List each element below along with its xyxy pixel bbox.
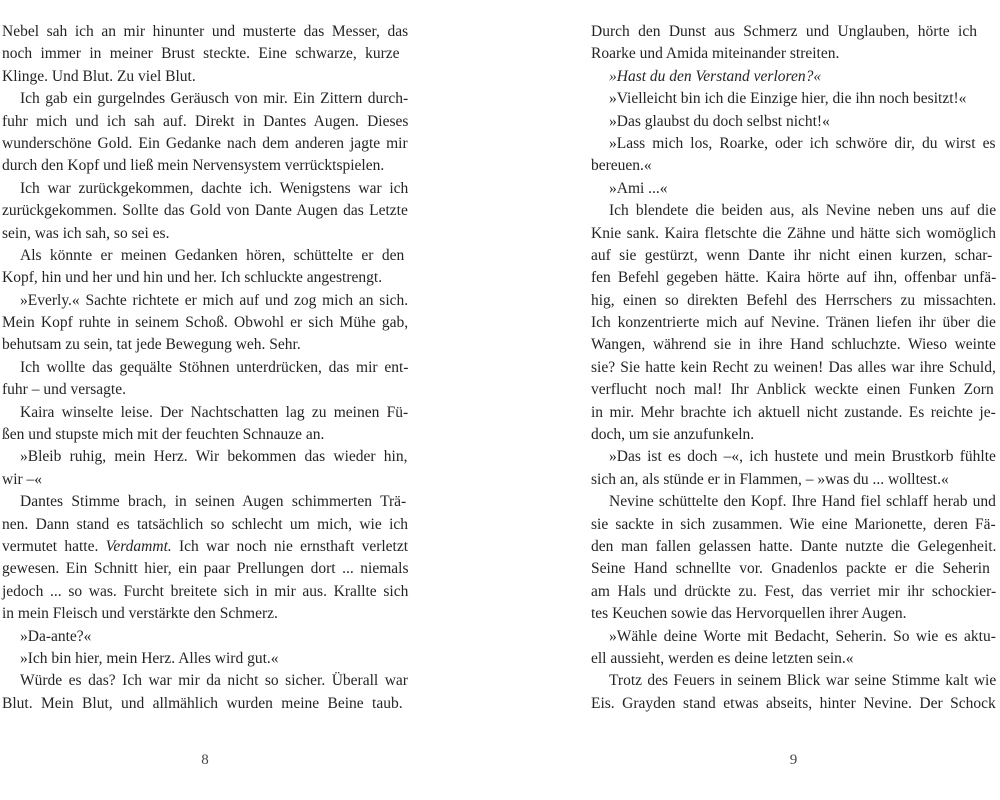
text-line [2,536,408,558]
text-line [2,424,408,446]
text-segment: fuhr – und versagte. [2,381,126,399]
text-line-content [2,469,42,491]
text-line [2,133,408,155]
text-segment: sie sackte in sich zusammen. Wie eine Marionette, deren Fä- [591,515,996,533]
text-segment: fen Befehl gegeben hätte. Kaira hörte auf ihn, offenbar unfä- [591,269,997,287]
text-line [2,379,408,401]
text-line [591,469,996,491]
text-line-content [609,66,821,88]
text-line [2,693,408,715]
text-line-content [591,469,949,491]
text-line [591,111,996,133]
book-page-right [591,21,996,715]
text-line [591,88,996,110]
text-segment: gewesen. Ein Schnitt hier, ein paar Prellungen dort ... niemals [2,560,409,578]
text-segment: Nevine schüttelte den Kopf. Ihre Hand fiel schlaff herab und [609,493,996,511]
text-line [591,514,996,536]
text-segment: Blut. Mein Blut, und allmählich wurden meine Beine taub. [2,694,403,712]
text-line-content [20,88,408,110]
text-line [2,558,408,580]
text-segment: Mein Kopf ruhte in seinem Schoß. Obwohl er sich Mühe gab, [2,314,409,332]
page-number-left: 8 [201,752,209,768]
text-line [591,603,996,625]
text-line-content [609,178,668,200]
text-line-content [2,223,169,245]
text-line-content [2,21,408,43]
text-line [2,21,408,43]
text-segment: Wangen, während sie in ihre Hand schluchzte. Wieso weinte [591,336,996,354]
text-line [2,111,408,133]
text-line-content [2,334,301,356]
text-segment: noch immer in meiner Brust steckte. Eine schwarze, kurze [2,45,400,63]
text-line-content [591,693,996,715]
text-line-content [609,200,996,222]
text-line-content [591,514,996,536]
page-number-right: 9 [789,752,798,768]
text-line [2,312,408,334]
text-line [591,626,996,648]
text-segment: doch, um sie anzufunkeln. [591,426,755,444]
text-segment: »Ami ...« [609,179,668,197]
text-segment: Ich war noch nie ernsthaft verletzt [171,537,409,555]
text-segment: Roarke und Amida miteinander streiten. [591,45,840,63]
text-line-content [2,312,408,334]
text-line-content [2,66,196,88]
text-line [591,223,996,245]
text-line-content [591,648,854,670]
text-line-content [20,670,408,692]
text-segment: behutsam zu sein, tat jede Bewegung weh. Sehr. [2,336,301,354]
text-segment: Ich gab ein gurgelndes Geräusch von mir. Ein Zittern durch- [20,90,409,108]
text-segment: »Vielleicht bin ich die Einzige hier, die ihn noch besitzt!« [609,90,967,108]
text-line [591,290,996,312]
text-line-content [20,626,91,648]
text-line-content [609,670,996,692]
text-segment: durch den Kopf und ließ mein Nervensystem verrücktspielen. [2,157,385,175]
text-line [2,469,408,491]
text-segment: Eis. Grayden stand etwas abseits, hinter Nevine. Der Schock [591,694,996,712]
text-line-content [2,133,408,155]
text-segment: Knie sank. Kaira fletschte die Zähne und hätte sich womöglich [591,224,996,242]
text-line [591,21,996,43]
text-line [591,66,996,88]
text-segment: in mir. Mehr brachte ich aktuell nicht zustande. Es reichte je- [591,403,996,421]
text-segment: hig, einen so direkten Befehl des Herrschers zu missachten. [591,291,997,309]
text-line [591,424,996,446]
book-page-left [2,21,408,715]
text-segment: Trotz des Feuers in seinem Blick war seine Stimme kalt wie [609,672,997,690]
text-line [591,379,996,401]
text-line-content [591,603,907,625]
text-line-content [591,581,996,603]
text-line-content [591,402,996,424]
text-line [2,66,408,88]
text-line-content [591,334,996,356]
text-line [591,178,996,200]
text-segment: jedoch ... so was. Furcht breitete sich in mir aus. Krallte sich [2,582,409,600]
text-segment: Klinge. Und Blut. Zu viel Blut. [2,67,196,85]
text-line [2,670,408,692]
text-segment: »Everly.« Sachte richtete er mich auf und zog mich an sich. [20,291,409,309]
text-segment: bereuen.« [591,157,652,175]
text-segment: auf sie gestürzt, wenn Dante ihr nicht einen kurzen, schar- [591,246,993,264]
text-line [2,43,408,65]
text-line [2,581,408,603]
text-segment: »Das glaubst du doch selbst nicht!« [609,112,830,130]
text-line-content [609,626,996,648]
text-line-content [2,536,408,558]
text-segment: sein, was ich sah, so sei es. [2,224,170,242]
text-line-content [591,21,977,43]
text-line-content [2,43,400,65]
text-line-content [2,514,408,536]
text-line [591,670,996,692]
text-line [2,402,408,424]
text-line-content [2,603,278,625]
text-line [2,267,408,289]
text-segment: Würde es das? Ich war mir da nicht so sicher. Überall war [20,672,408,690]
text-line [591,558,996,580]
text-segment: sich an, als stünde er in Flammen, – »was du ... wolltest.« [591,470,949,488]
text-line-content [591,536,996,558]
text-line-content [609,88,966,110]
text-line-content [20,357,408,379]
text-line [591,581,996,603]
text-line [591,334,996,356]
text-line-content [2,581,408,603]
text-line-content [20,178,408,200]
text-line [591,245,996,267]
text-line [2,200,408,222]
text-line-content [591,357,996,379]
text-line [2,245,408,267]
text-line-content [591,424,754,446]
text-line-content [20,290,408,312]
text-segment: in mein Fleisch und verstärkte den Schmerz. [2,605,278,623]
text-line [591,693,996,715]
text-segment: Durch den Dunst aus Schmerz und Unglauben, hörte ich [591,23,977,40]
text-line-content [20,648,279,670]
text-segment: ßen und stupste mich mit der feuchten Schnauze an. [2,426,325,444]
text-line [591,312,996,334]
text-segment: Seine Hand schnellte vor. Gnadenlos packte er die Seherin [591,560,990,578]
text-segment: wunderschöne Gold. Ein Gedanke nach dem anderen jagte mir [2,134,408,152]
text-line-content [609,491,996,513]
text-segment: Kopf, hin und her und hin und her. Ich schluckte angestrengt. [2,269,383,287]
text-line-content [2,200,408,222]
text-segment: zurückgekommen. Sollte das Gold von Dante Augen das Letzte [2,202,408,220]
text-line-content [591,290,996,312]
text-line-content [2,379,126,401]
text-line [2,357,408,379]
text-segment: Nebel sah ich an mir hinunter und musterte das Messer, das [2,23,409,40]
text-segment: »Wähle deine Worte mit Bedacht, Seherin. So wie es aktu- [609,627,996,645]
text-segment: Ich wollte das gequälte Stöhnen unterdrücken, das mir ent- [20,358,409,376]
text-line [591,491,996,513]
text-line [2,626,408,648]
text-line [591,133,996,155]
italic-text-segment: »Hast du den Verstand verloren?« [609,67,822,85]
text-line [591,200,996,222]
text-line [591,357,996,379]
text-line-content [591,312,996,334]
text-line [591,648,996,670]
text-line-content [2,693,403,715]
text-line-content [609,446,996,468]
text-segment: Als könnte er meinen Gedanken hören, schüttelte er den [20,246,405,264]
text-line-content [591,267,996,289]
text-line-content [609,111,830,133]
text-segment: tes Keuchen sowie das Hervorquellen ihrer Augen. [591,605,907,623]
text-line-content [2,111,408,133]
text-segment: vermutet hatte. [2,537,106,555]
italic-text-segment: Verdammt. [105,537,172,555]
text-line-content [2,155,384,177]
text-line-content [2,424,324,446]
text-segment: verflucht noch mal! Ihr Anblick weckte einen Funken Zorn [591,381,994,399]
text-line [2,491,408,513]
text-line [2,290,408,312]
text-segment: ell aussieht, werden es deine letzten sein.« [591,649,854,667]
text-line [2,223,408,245]
text-line-content [591,155,652,177]
text-line [591,267,996,289]
text-line-content [591,558,990,580]
text-line [2,178,408,200]
text-line [591,155,996,177]
text-segment: Ich blendete die beiden aus, als Nevine neben uns auf die [609,202,997,220]
text-line [2,334,408,356]
text-line-content [20,446,408,468]
text-line-content [609,133,996,155]
text-line [591,446,996,468]
text-segment: am Hals und drückte zu. Fest, das verriet mir ihr schockier- [591,582,997,600]
text-line [2,155,408,177]
text-segment: fuhr mich und ich sah auf. Direkt in Dantes Augen. Dieses [2,112,409,130]
text-line-content [2,558,408,580]
text-line-content [591,43,839,65]
text-segment: Kaira winselte leise. Der Nachtschatten lag zu meinen Fü- [20,403,409,421]
text-line-content [591,245,992,267]
text-line [2,446,408,468]
text-line [2,648,408,670]
text-segment: wir –« [2,470,43,488]
text-line-content [2,267,382,289]
text-segment: Ich konzentrierte mich auf Nevine. Tränen liefen ihr über die [591,314,996,332]
text-line [2,603,408,625]
text-segment: »Da-ante?« [20,627,92,645]
text-line-content [20,245,404,267]
text-line-content [591,223,996,245]
text-line [2,88,408,110]
text-segment: den man fallen gelassen hatte. Dante nutzte die Gelegenheit. [591,537,997,555]
text-line-content [20,402,408,424]
text-segment: Ich war zurückgekommen, dachte ich. Wenigstens war ich [20,179,409,197]
text-line-content [591,379,994,401]
text-line [591,402,996,424]
text-segment: »Das ist es doch –«, ich hustete und mein Brustkorb fühlte [609,448,996,466]
text-line [591,43,996,65]
text-segment: »Lass mich los, Roarke, oder ich schwöre dir, du wirst es [609,134,996,152]
text-segment: »Bleib ruhig, mein Herz. Wir bekommen das wieder hin, [20,448,408,466]
text-line-content [20,491,406,513]
text-segment: Dantes Stimme brach, in seinen Augen schimmerten Trä- [20,493,407,511]
text-segment: sie? Sie hatte kein Recht zu weinen! Das alles war ihre Schuld, [591,358,996,376]
text-segment: nen. Dann stand es tatsächlich so schlecht um mich, wie ich [2,515,409,533]
text-line [591,536,996,558]
text-segment: »Ich bin hier, mein Herz. Alles wird gut.« [20,649,279,667]
text-line [2,514,408,536]
